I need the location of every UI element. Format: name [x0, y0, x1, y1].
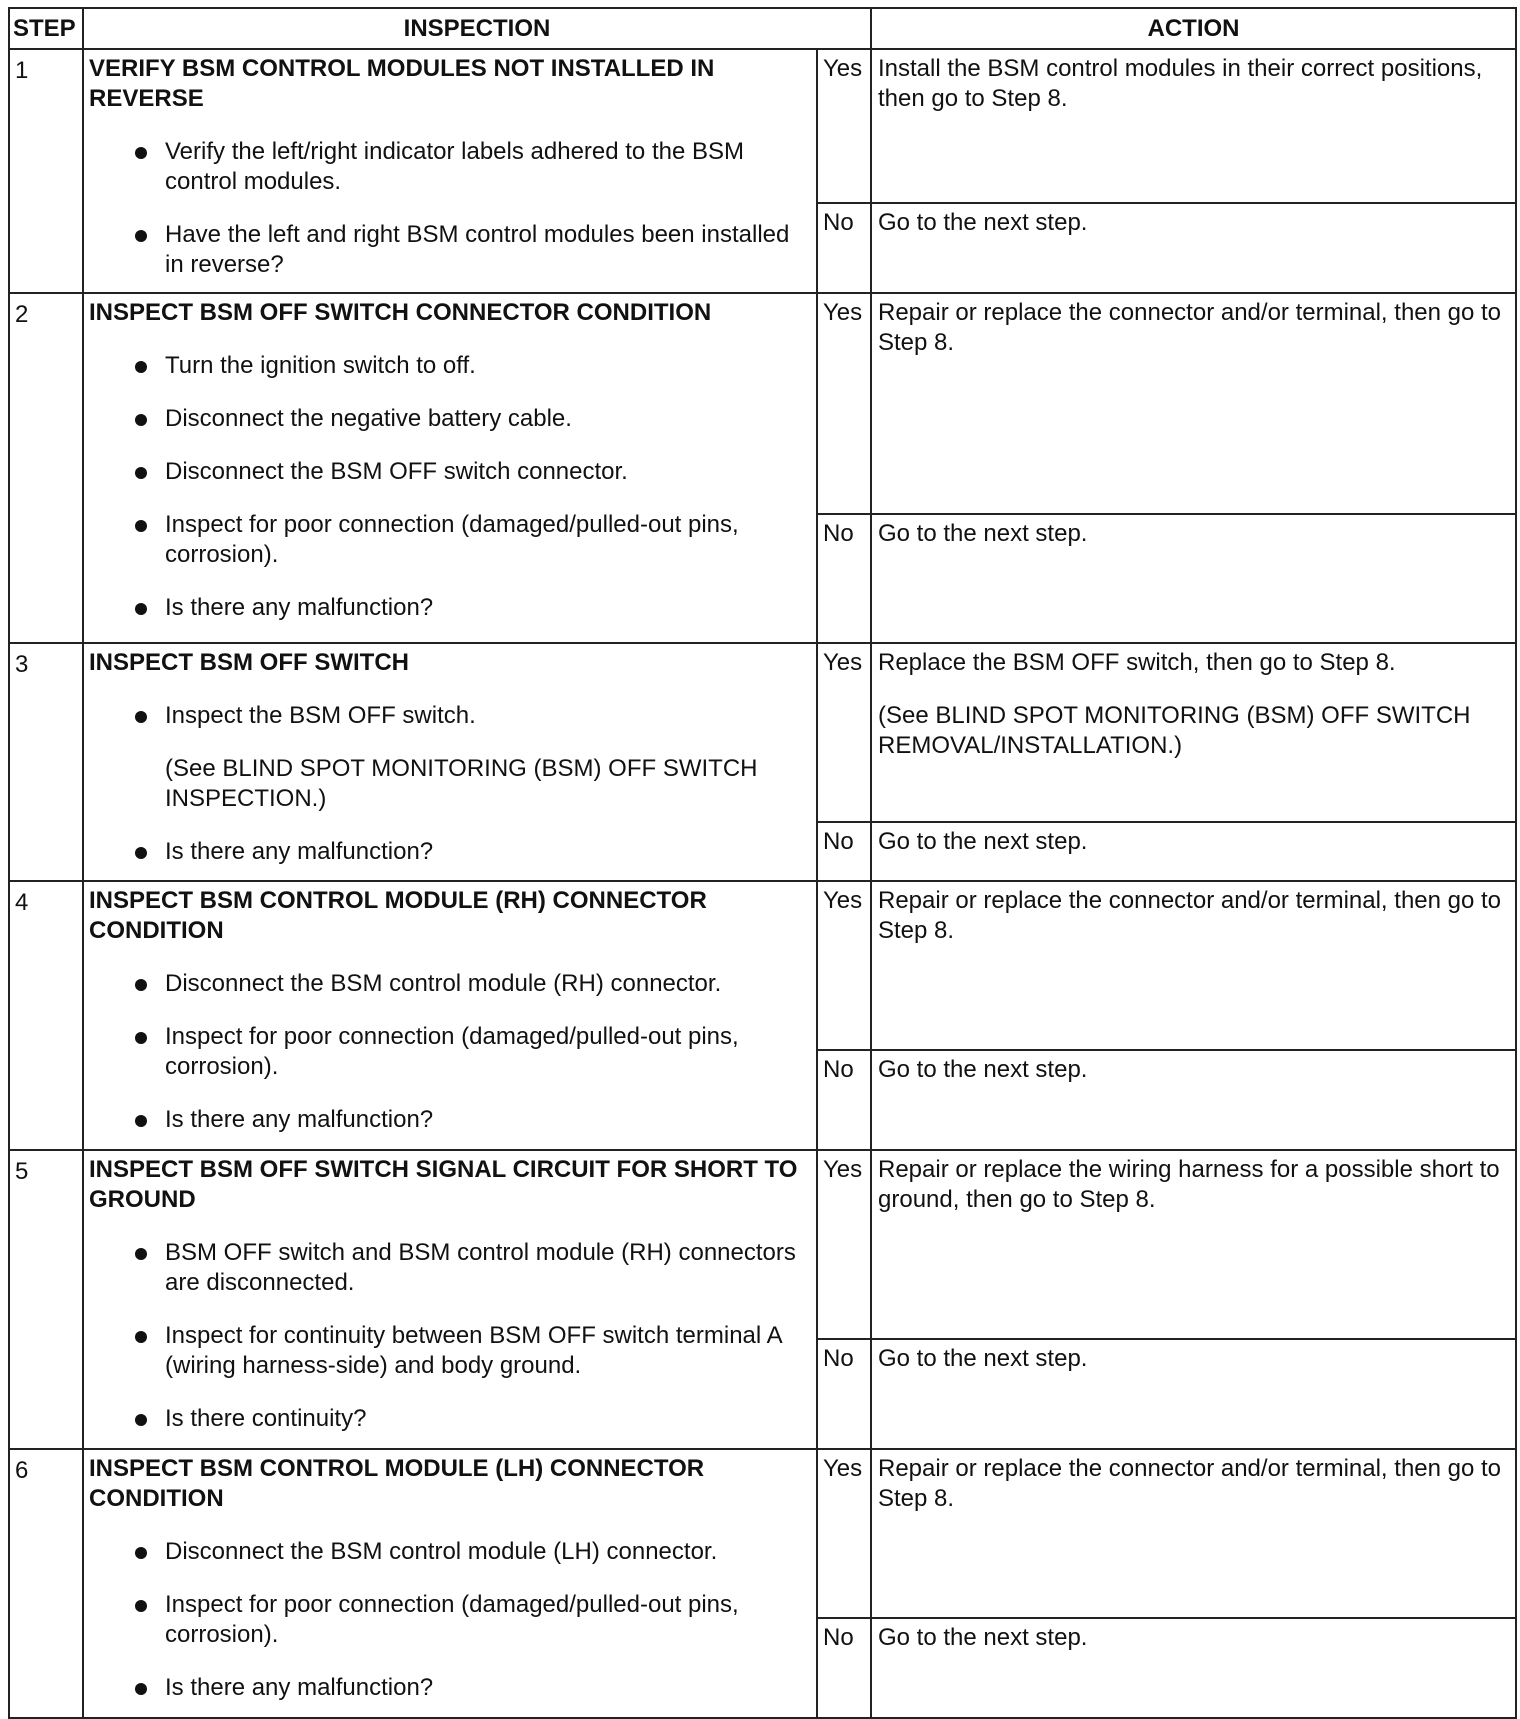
step-5-yes-row: [9, 1150, 1516, 1339]
step-title: INSPECT BSM OFF SWITCH CONNECTOR CONDITION: [89, 299, 712, 326]
yes-label: Yes: [817, 1150, 871, 1339]
inspection-item: Inspect for poor connection (damaged/pulled-out pins, corrosion).: [89, 510, 810, 570]
step-number: 4: [9, 881, 83, 1150]
inspection-item: Disconnect the BSM OFF switch connector.: [89, 457, 810, 487]
no-action: Go to the next step.: [871, 822, 1516, 881]
step-5-inspection: [83, 1150, 817, 1449]
reference-note: (See BLIND SPOT MONITORING (BSM) OFF SWITCH INSPECTION.): [165, 755, 758, 812]
step-title: INSPECT BSM OFF SWITCH SIGNAL CIRCUIT FOR SHORT TO GROUND: [89, 1156, 798, 1213]
inspection-item: Inspect for poor connection (damaged/pulled-out pins, corrosion).: [89, 1022, 810, 1082]
step-number: 3: [9, 643, 83, 881]
yes-label: Yes: [817, 49, 871, 203]
step-title: INSPECT BSM CONTROL MODULE (LH) CONNECTOR CONDITION: [89, 1455, 705, 1512]
yes-action: [871, 643, 1516, 822]
inspection-list: [89, 1238, 810, 1434]
inspection-item: Disconnect the BSM control module (LH) connector.: [89, 1537, 810, 1567]
no-action: Go to the next step.: [871, 514, 1516, 643]
step-3-yes-row: [9, 643, 1516, 822]
step-number: 2: [9, 293, 83, 643]
yes-label: Yes: [817, 881, 871, 1050]
step-4-yes-row: [9, 881, 1516, 1050]
inspection-item: Is there any malfunction?: [89, 1673, 810, 1703]
inspection-item: Turn the ignition switch to off.: [89, 351, 810, 381]
yes-label: Yes: [817, 293, 871, 514]
inspection-item: Disconnect the negative battery cable.: [89, 404, 810, 434]
yes-action: Repair or replace the connector and/or terminal, then go to Step 8.: [871, 881, 1516, 1050]
yes-action: Repair or replace the connector and/or terminal, then go to Step 8.: [871, 1449, 1516, 1618]
reference-note: (See BLIND SPOT MONITORING (BSM) OFF SWITCH REMOVAL/INSTALLATION.): [878, 702, 1471, 759]
no-label: No: [817, 1618, 871, 1718]
step-2-yes-row: [9, 293, 1516, 514]
yes-label: Yes: [817, 643, 871, 822]
no-action: Go to the next step.: [871, 1339, 1516, 1449]
inspection-list: [89, 701, 810, 867]
inspection-item: Is there any malfunction?: [89, 593, 810, 623]
step-6-yes-row: [9, 1449, 1516, 1618]
yes-action: Install the BSM control modules in their correct positions, then go to Step 8.: [871, 49, 1516, 203]
step-1-inspection: [83, 49, 817, 293]
no-label: No: [817, 1339, 871, 1449]
inspection-column-header: INSPECTION: [83, 8, 871, 49]
yes-action-text: Replace the BSM OFF switch, then go to Step 8.: [878, 649, 1396, 676]
inspection-list: [89, 969, 810, 1135]
inspection-item: Have the left and right BSM control modules been installed in reverse?: [89, 220, 810, 280]
inspection-item: Disconnect the BSM control module (RH) connector.: [89, 969, 810, 999]
step-title: INSPECT BSM OFF SWITCH: [89, 649, 409, 676]
yes-action: Repair or replace the connector and/or terminal, then go to Step 8.: [871, 293, 1516, 514]
inspection-item-text: Inspect the BSM OFF switch.: [165, 702, 476, 729]
header-row: [9, 8, 1516, 49]
inspection-item: [89, 701, 810, 814]
inspection-item: Is there continuity?: [89, 1404, 810, 1434]
yes-action: Repair or replace the wiring harness for a possible short to ground, then go to Step 8.: [871, 1150, 1516, 1339]
inspection-item: Is there any malfunction?: [89, 1105, 810, 1135]
no-action: Go to the next step.: [871, 1618, 1516, 1718]
action-column-header: ACTION: [871, 8, 1516, 49]
step-2-inspection: [83, 293, 817, 643]
no-label: No: [817, 514, 871, 643]
inspection-list: [89, 351, 810, 623]
no-action: Go to the next step.: [871, 203, 1516, 293]
step-1-yes-row: [9, 49, 1516, 203]
step-title: INSPECT BSM CONTROL MODULE (RH) CONNECTOR CONDITION: [89, 887, 707, 944]
inspection-item: Inspect for poor connection (damaged/pulled-out pins, corrosion).: [89, 1590, 810, 1650]
step-column-header: STEP: [9, 8, 83, 49]
inspection-list: [89, 137, 810, 280]
inspection-item: Inspect for continuity between BSM OFF switch terminal A (wiring harness-side) and body ground.: [89, 1321, 810, 1381]
no-label: No: [817, 1050, 871, 1150]
step-4-inspection: [83, 881, 817, 1150]
no-action: Go to the next step.: [871, 1050, 1516, 1150]
diagnostic-table: [8, 7, 1517, 1719]
step-number: 1: [9, 49, 83, 293]
step-3-inspection: [83, 643, 817, 881]
no-label: No: [817, 822, 871, 881]
inspection-item: BSM OFF switch and BSM control module (RH) connectors are disconnected.: [89, 1238, 810, 1298]
step-title: VERIFY BSM CONTROL MODULES NOT INSTALLED IN REVERSE: [89, 55, 715, 112]
inspection-item: Is there any malfunction?: [89, 837, 810, 867]
no-label: No: [817, 203, 871, 293]
inspection-list: [89, 1537, 810, 1703]
step-number: 6: [9, 1449, 83, 1718]
yes-label: Yes: [817, 1449, 871, 1618]
step-6-inspection: [83, 1449, 817, 1718]
inspection-item: Verify the left/right indicator labels adhered to the BSM control modules.: [89, 137, 810, 197]
step-number: 5: [9, 1150, 83, 1449]
